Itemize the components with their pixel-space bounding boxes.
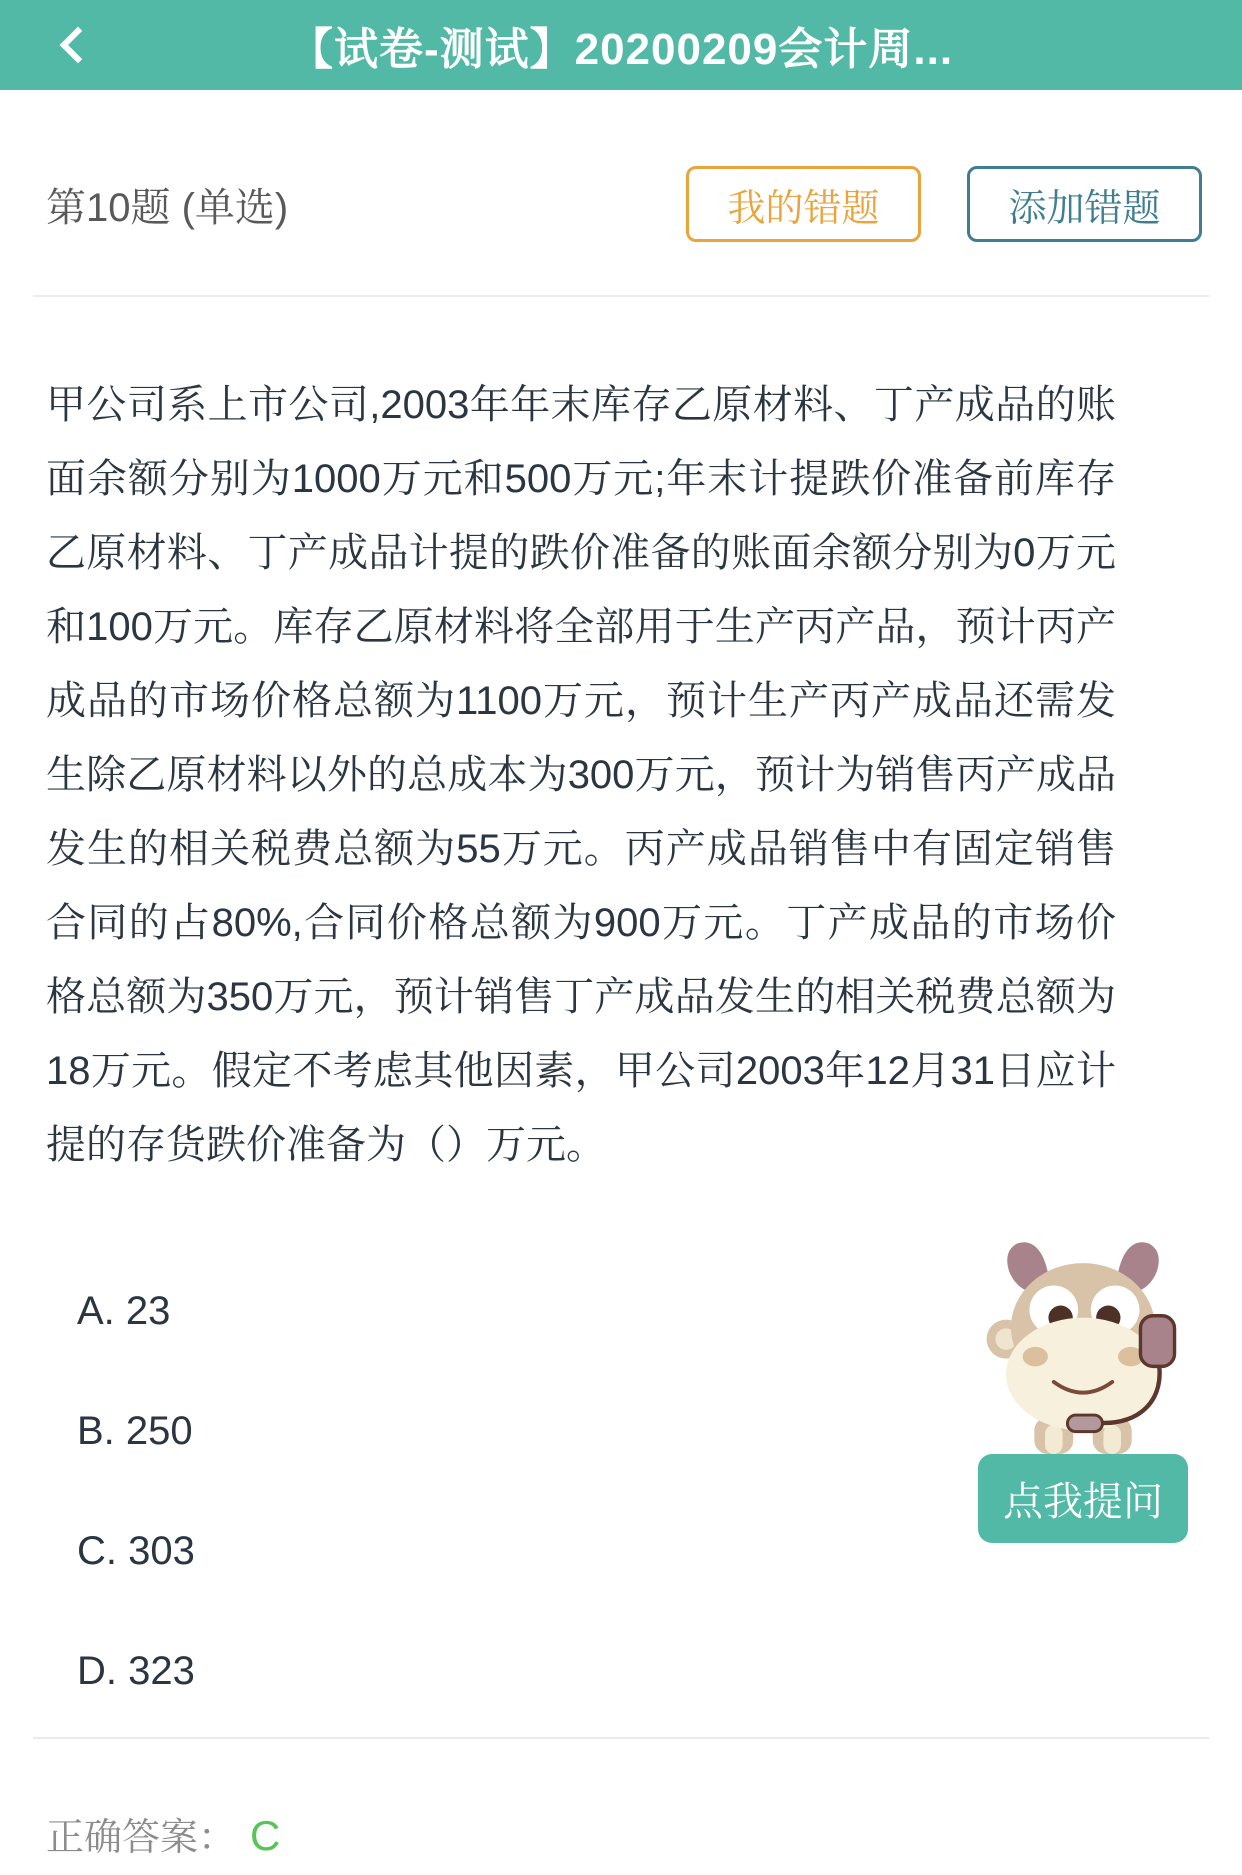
answer-label: 正确答案： — [46, 1817, 237, 1859]
divider — [33, 295, 1209, 297]
mascot-widget — [984, 1232, 1182, 1454]
option-d[interactable]: D. 323 — [77, 1649, 195, 1693]
ask-question-button[interactable]: 点我提问 — [978, 1454, 1188, 1543]
add-mistake-button[interactable]: 添加错题 — [967, 166, 1202, 242]
options-list — [77, 1289, 777, 1769]
option-a[interactable]: A. 23 — [77, 1289, 171, 1333]
option-b[interactable]: B. 250 — [77, 1409, 193, 1453]
answer-value: C — [250, 1812, 281, 1859]
header-bar — [0, 0, 1242, 90]
question-text: 甲公司系上市公司,2003年年末库存乙原材料、丁产成品的账面余额分别为1000万元和500万元;年末计提跌价准备前库存乙原材料、丁产成品计提的跌价准备的账面余额分别为0万元和100万元。库存乙原材料将全部用于生产丙产品，预计丙产成品的市场价格总额为1100万元，预计生产丙产成品还需发生除乙原材料以外的总成本为300万元，预计为销售丙产成品发生的相关税费总额为55万元。丙产成品销售中有固定销售合同的占80%,合同价格总额为900万元。丁产成品的市场价格总额为350万元，预计销售丁产成品发生的相关税费总额为18万元。假定不考虑其他因素，甲公司2003年12月31日应计提的存货跌价准备为（）万元。 — [46, 383, 1116, 1167]
answer-row — [46, 1806, 280, 1861]
option-c[interactable]: C. 303 — [77, 1529, 195, 1573]
question-number: 第10题 (单选) — [46, 186, 289, 230]
page-title: 【试卷-测试】20200209会计周... — [288, 25, 954, 74]
divider — [33, 1737, 1209, 1739]
cow-mascot-icon — [984, 1232, 1182, 1454]
my-mistakes-button[interactable]: 我的错题 — [686, 166, 921, 242]
